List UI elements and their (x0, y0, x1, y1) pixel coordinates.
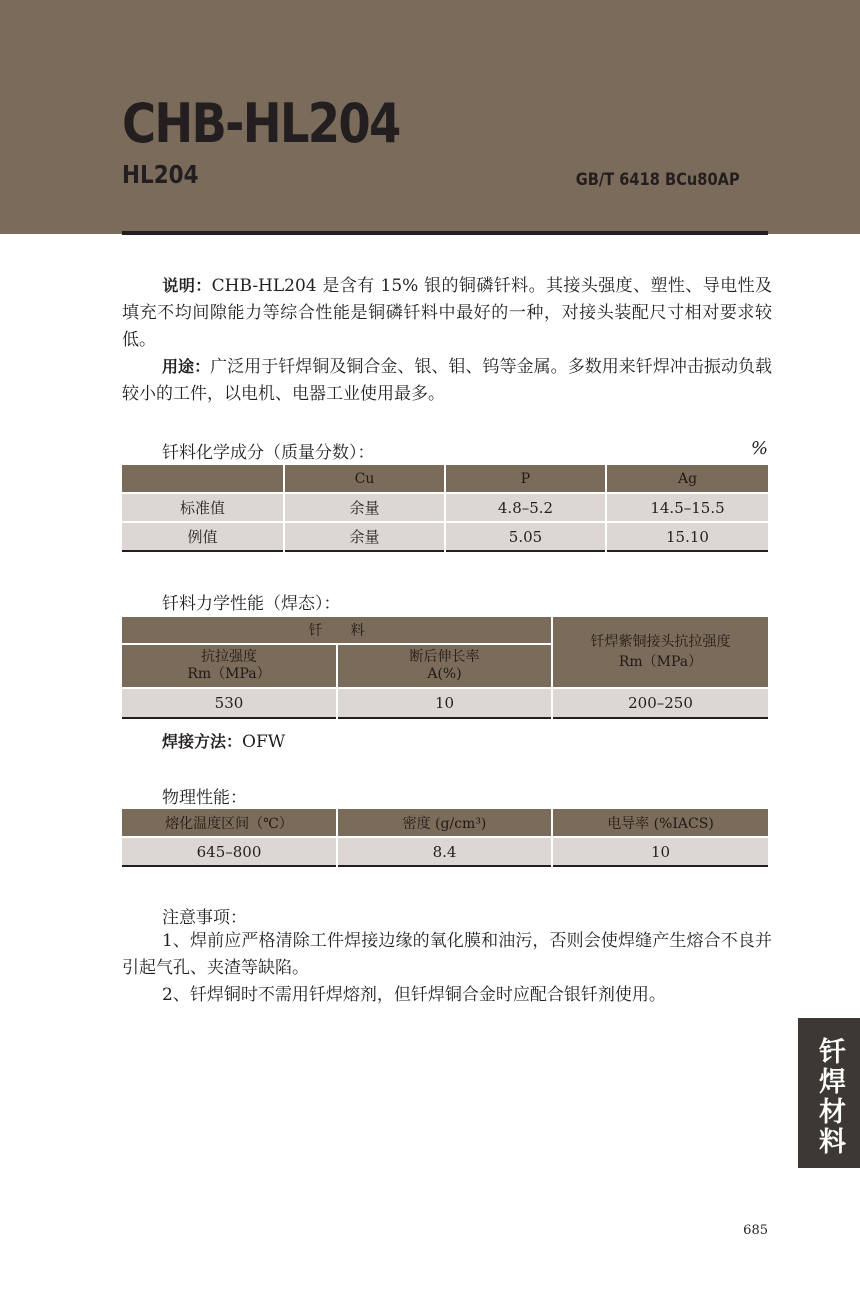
table-cell: 标准值 (122, 493, 284, 522)
elongation-header-line1: 断后伸长率 (409, 649, 480, 665)
table-cell: 200–250 (552, 688, 768, 718)
product-submodel: HL204 (122, 160, 199, 189)
table-row (122, 688, 768, 718)
note-text: 1、焊前应严格清除工件焊接边缘的氧化膜和油污，否则会使焊缝产生熔合不良并引起气孔、夹渣等缺陷。 (122, 931, 772, 978)
page-number: 685 (743, 1223, 768, 1238)
composition-header-row (122, 464, 768, 493)
composition-header-cell: Ag (606, 464, 768, 493)
composition-header-cell (122, 464, 284, 493)
mechanical-title: 钎料力学性能（焊态）： (162, 594, 341, 614)
table-row (122, 493, 768, 522)
usage-text: 广泛用于钎焊铜及铜合金、银、钼、钨等金属。多数用来钎焊冲击振动负载较小的工件，以电机、电器工业使用最多。 (122, 357, 772, 404)
table-cell: 例值 (122, 522, 284, 551)
table-cell: 4.8–5.2 (445, 493, 606, 522)
notes-title: 注意事项： (162, 908, 247, 928)
note-text: 2、钎焊铜时不需用钎焊熔剂，但钎焊铜合金时应配合银钎剂使用。 (162, 985, 666, 1005)
material-group-header: 钎 料 (122, 616, 552, 644)
tensile-strength-header-line2: Rm（MPa） (187, 666, 271, 682)
standard-code: GB/T 6418 BCu80AP (576, 170, 740, 190)
table-cell: 14.5–15.5 (606, 493, 768, 522)
header-rule (122, 231, 768, 235)
tensile-strength-header-line1: 抗拉强度 (201, 649, 257, 665)
joint-strength-header-line1: 钎焊紫铜接头抗拉强度 (590, 634, 731, 650)
welding-method-label: 焊接方法： (162, 732, 243, 751)
physical-header-cell: 电导率 (%IACS) (552, 808, 768, 837)
physical-table (122, 807, 768, 867)
table-row (122, 522, 768, 551)
usage-label: 用途： (162, 357, 211, 376)
note-item (122, 928, 772, 982)
header-banner (0, 0, 860, 234)
table-cell: 10 (552, 837, 768, 866)
table-cell: 余量 (284, 493, 445, 522)
mechanical-header-row (122, 616, 768, 644)
table-row (122, 837, 768, 866)
joint-strength-header (552, 616, 768, 688)
table-cell: 余量 (284, 522, 445, 551)
mechanical-table (122, 615, 768, 719)
elongation-header (337, 644, 552, 688)
elongation-header-line2: A(%) (427, 666, 462, 682)
table-cell: 10 (337, 688, 552, 718)
composition-header-cell: Cu (284, 464, 445, 493)
joint-strength-header-line2: Rm（MPa） (618, 654, 703, 670)
description-label: 说明： (162, 276, 212, 295)
tensile-strength-header (122, 644, 337, 688)
composition-table (122, 463, 768, 552)
physical-header-row (122, 808, 768, 837)
composition-title: 钎料化学成分（质量分数）： (162, 443, 375, 463)
physical-title: 物理性能： (162, 788, 247, 808)
product-model-title: CHB-HL204 (122, 92, 400, 155)
description-paragraph (122, 272, 772, 354)
note-item (122, 982, 772, 1009)
physical-header-cell: 熔化温度区间（℃） (122, 808, 337, 837)
table-cell: 5.05 (445, 522, 606, 551)
welding-method-value: OFW (242, 732, 286, 752)
usage-paragraph (122, 353, 772, 408)
table-cell: 645–800 (122, 837, 337, 866)
composition-unit: % (750, 438, 768, 459)
welding-method-line (162, 729, 285, 752)
table-cell: 15.10 (606, 522, 768, 551)
section-side-tab: 钎焊材料 (798, 1018, 860, 1168)
description-text: CHB-HL204 是含有 15% 银的铜磷钎料。其接头强度、塑性、导电性及填充不均间隙能力等综合性能是铜磷钎料中最好的一种，对接头装配尺寸相对要求较低。 (122, 276, 772, 350)
table-cell: 8.4 (337, 837, 552, 866)
physical-header-cell: 密度 (g/cm³) (337, 808, 552, 837)
table-cell: 530 (122, 688, 337, 718)
composition-header-cell: P (445, 464, 606, 493)
